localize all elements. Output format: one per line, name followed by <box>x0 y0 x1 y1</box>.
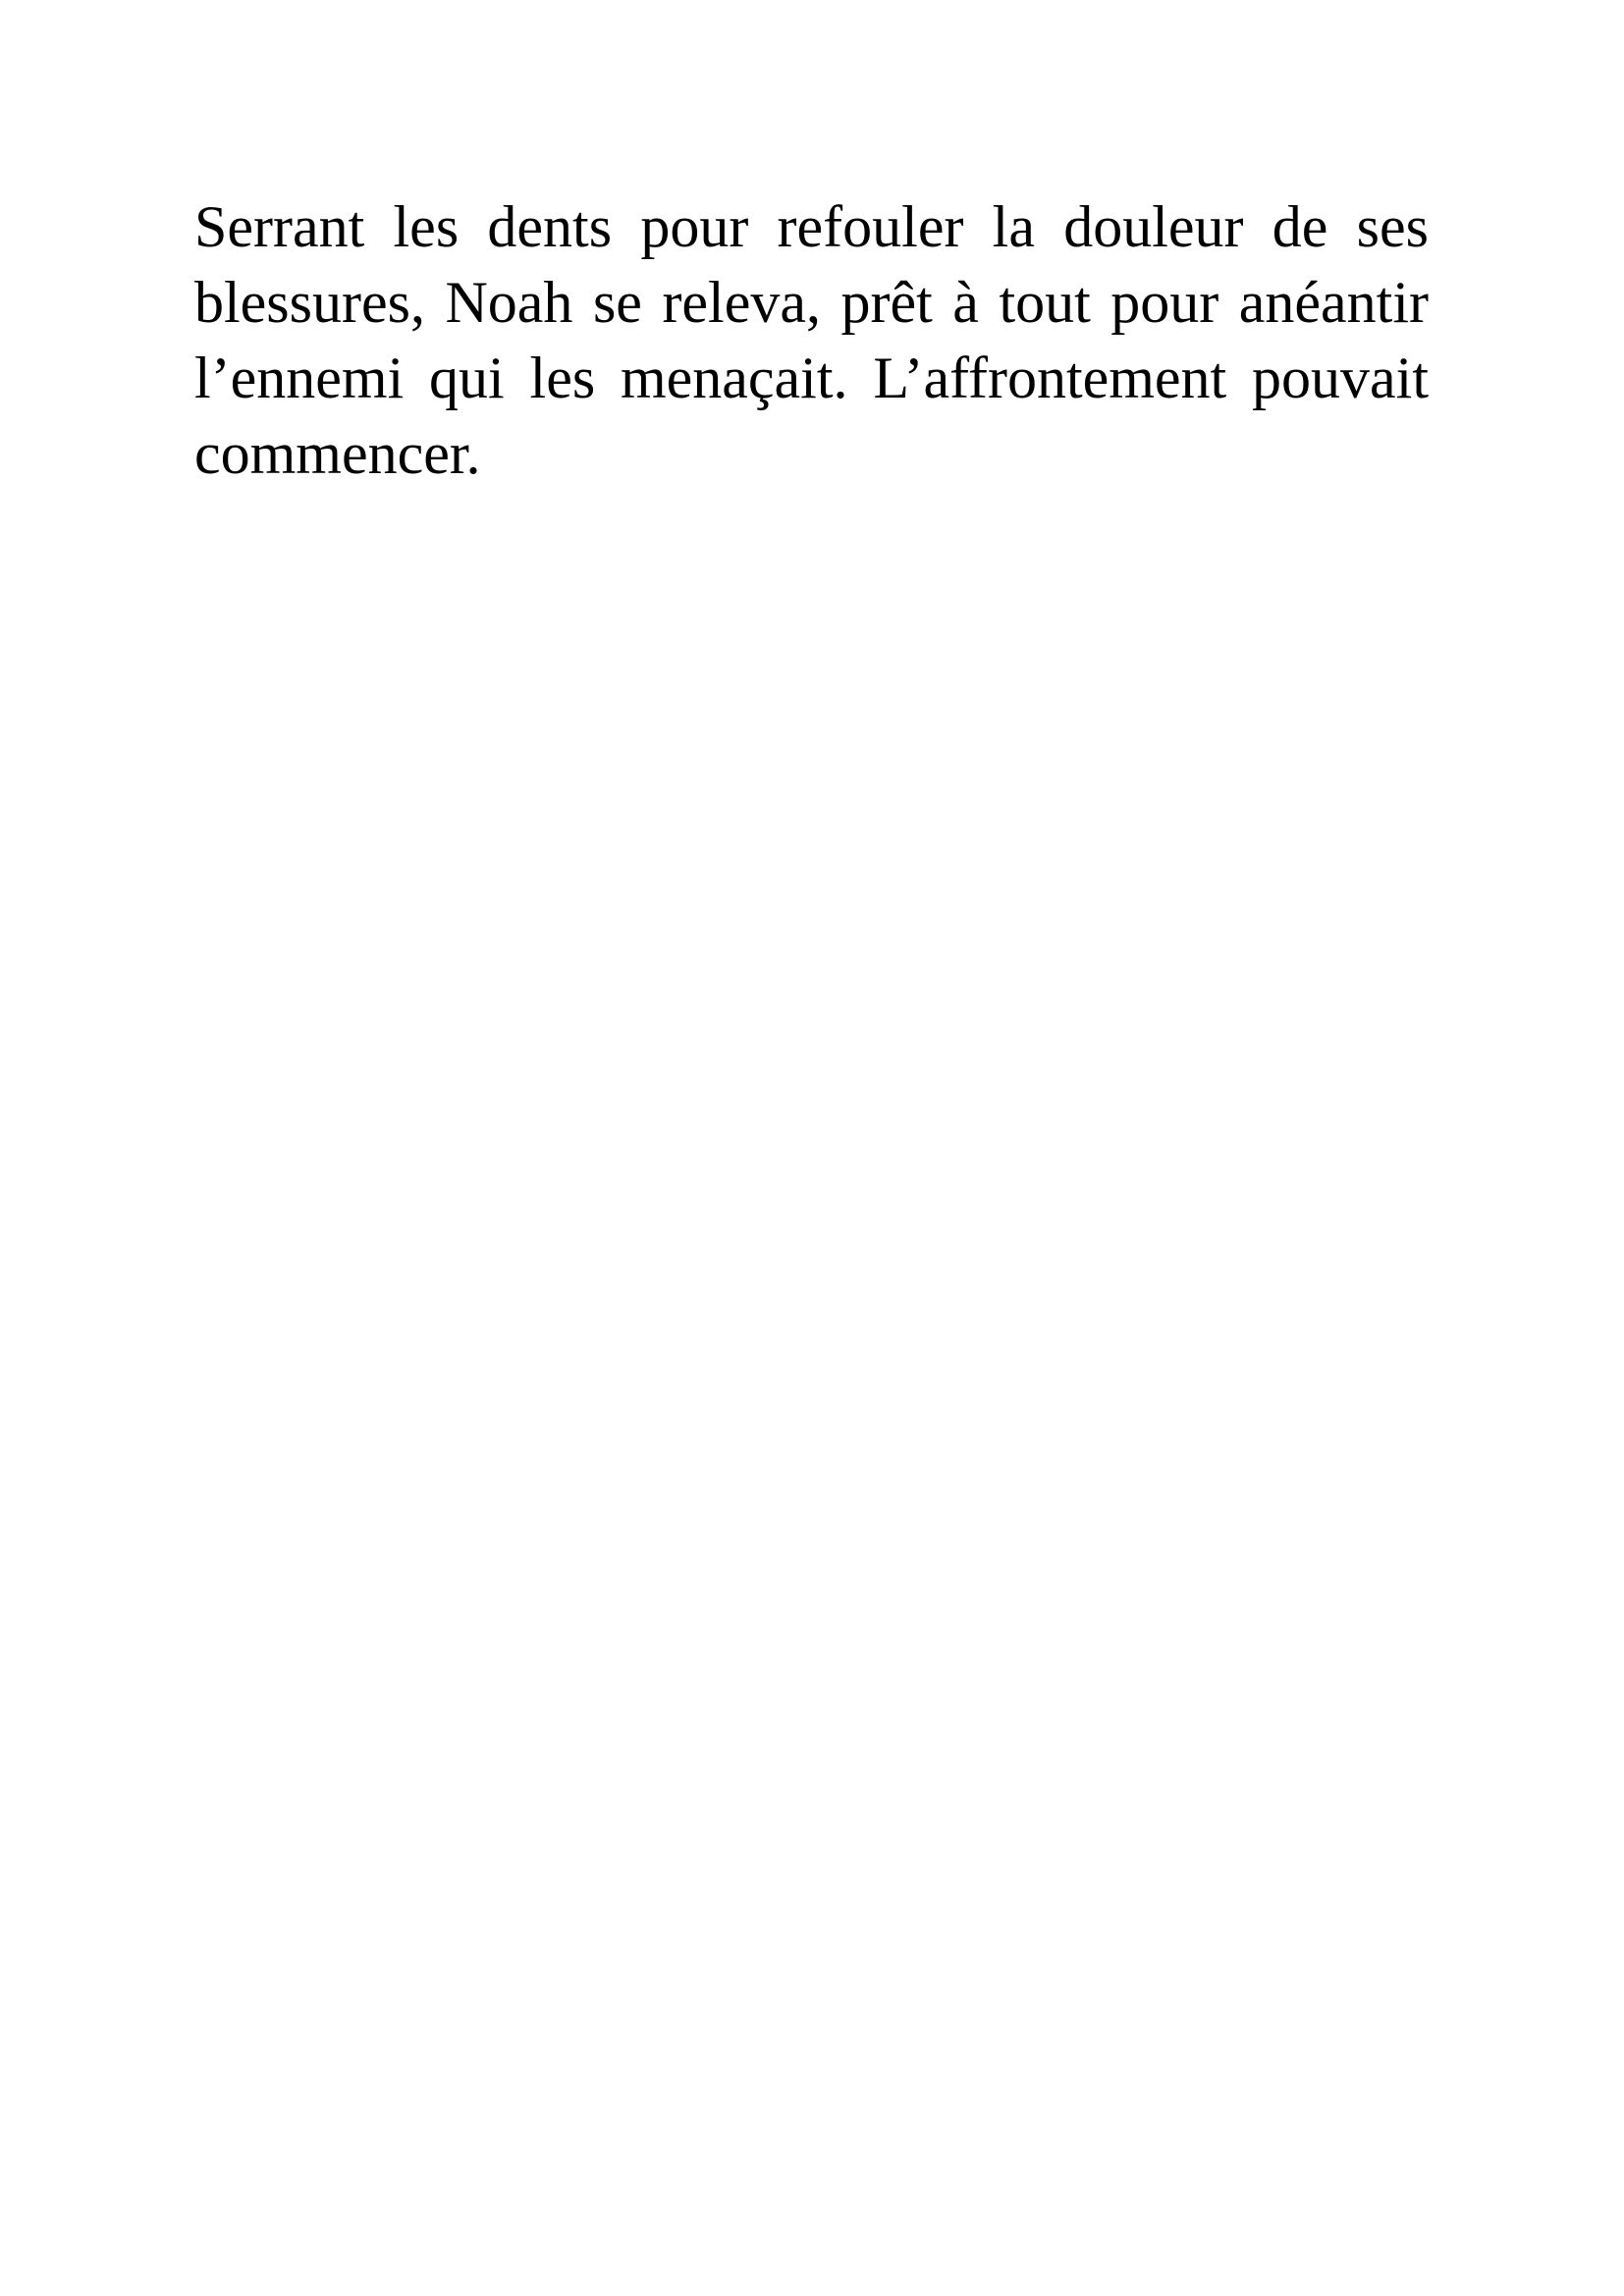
text-line: l’ennemi qui les menaçait. L’affrontement pouvait <box>194 346 1429 410</box>
text-line: Serrant les dents pour refouler la douleur de ses <box>194 194 1429 259</box>
paragraph <box>194 189 1429 492</box>
text-line: blessures, Noah se releva, prêt à tout pour anéantir <box>194 270 1429 335</box>
text-line: commencer. <box>194 421 481 486</box>
